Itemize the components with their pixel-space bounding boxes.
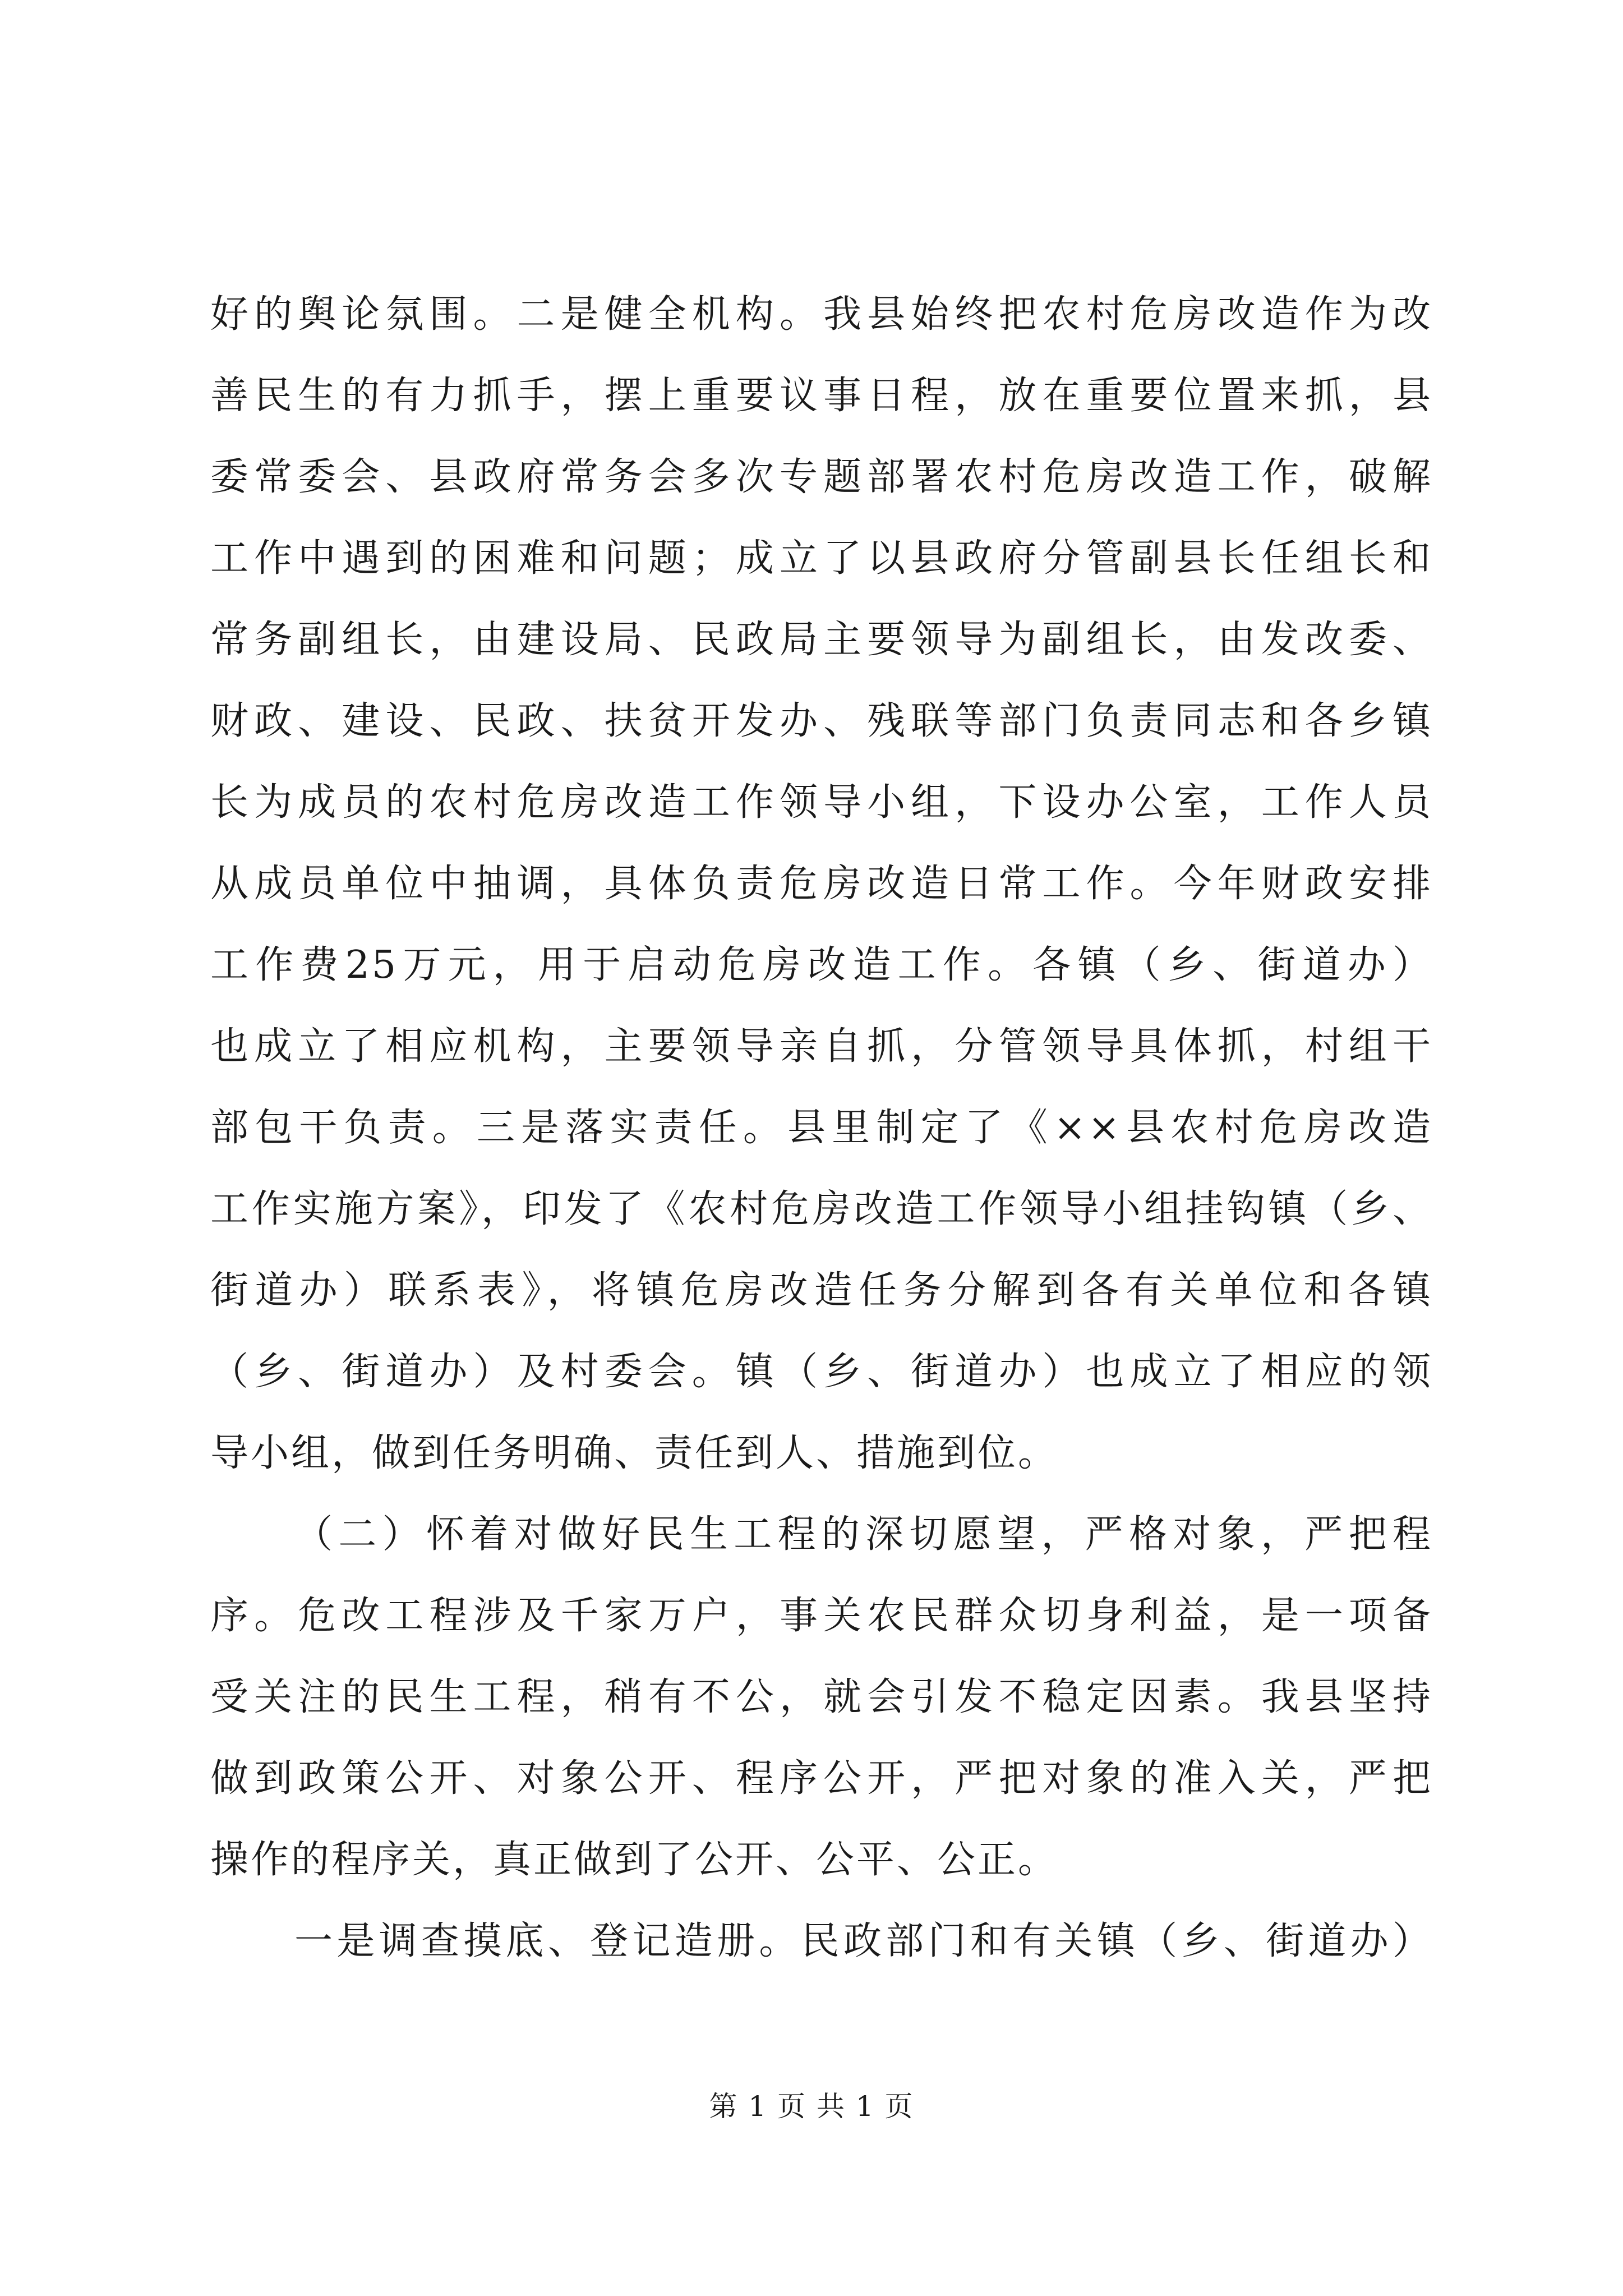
text-line: 从成员单位中抽调，具体负责危房改造日常工作。今年财政安排 xyxy=(210,862,1433,906)
text-line: （乡、街道办）及村委会。镇（乡、街道办）也成立了相应的领 xyxy=(210,1350,1433,1394)
text-line: 财政、建设、民政、扶贫开发办、残联等部门负责同志和各乡镇 xyxy=(210,699,1433,743)
text-line: 委常委会、县政府常务会多次专题部署农村危房改造工作，破解 xyxy=(210,455,1433,499)
document-body xyxy=(210,274,1433,1982)
text-line: 善民生的有力抓手，摆上重要议事日程，放在重要位置来抓，县 xyxy=(210,374,1433,418)
text-line: （二）怀着对做好民生工程的深切愿望，严格对象，严把程 xyxy=(294,1512,1433,1557)
text-line: 长为成员的农村危房改造工作领导小组，下设办公室，工作人员 xyxy=(210,780,1433,825)
text-line: 工作实施方案》，印发了《农村危房改造工作领导小组挂钩镇（乡、 xyxy=(210,1187,1433,1231)
text-line: 部包干负责。三是落实责任。县里制定了《××县农村危房改造 xyxy=(210,1106,1433,1150)
text-line: 做到政策公开、对象公开、程序公开，严把对象的准入关，严把 xyxy=(210,1756,1433,1801)
text-line: 一是调查摸底、登记造册。民政部门和有关镇（乡、街道办） xyxy=(294,1919,1433,1963)
text-line: 街道办）联系表》，将镇危房改造任务分解到各有关单位和各镇 xyxy=(210,1268,1433,1313)
text-line: 好的舆论氛围。二是健全机构。我县始终把农村危房改造作为改 xyxy=(210,292,1433,337)
text-line: 工作中遇到的困难和问题；成立了以县政府分管副县长任组长和 xyxy=(210,536,1433,581)
text-line: 受关注的民生工程，稍有不公，就会引发不稳定因素。我县坚持 xyxy=(210,1675,1433,1719)
text-line: 序。危改工程涉及千家万户，事关农民群众切身利益，是一项备 xyxy=(210,1594,1433,1638)
text-line: 操作的程序关，真正做到了公开、公平、公正。 xyxy=(210,1838,1059,1882)
text-line: 常务副组长，由建设局、民政局主要领导为副组长，由发改委、 xyxy=(210,618,1433,662)
text-line: 工作费25万元，用于启动危房改造工作。各镇（乡、街道办） xyxy=(210,943,1433,987)
text-line: 也成立了相应机构，主要领导亲自抓，分管领导具体抓，村组干 xyxy=(210,1024,1433,1069)
page-footer: 第 1 页 共 1 页 xyxy=(709,2090,914,2123)
text-line: 导小组，做到任务明确、责任到人、措施到位。 xyxy=(210,1431,1059,1475)
